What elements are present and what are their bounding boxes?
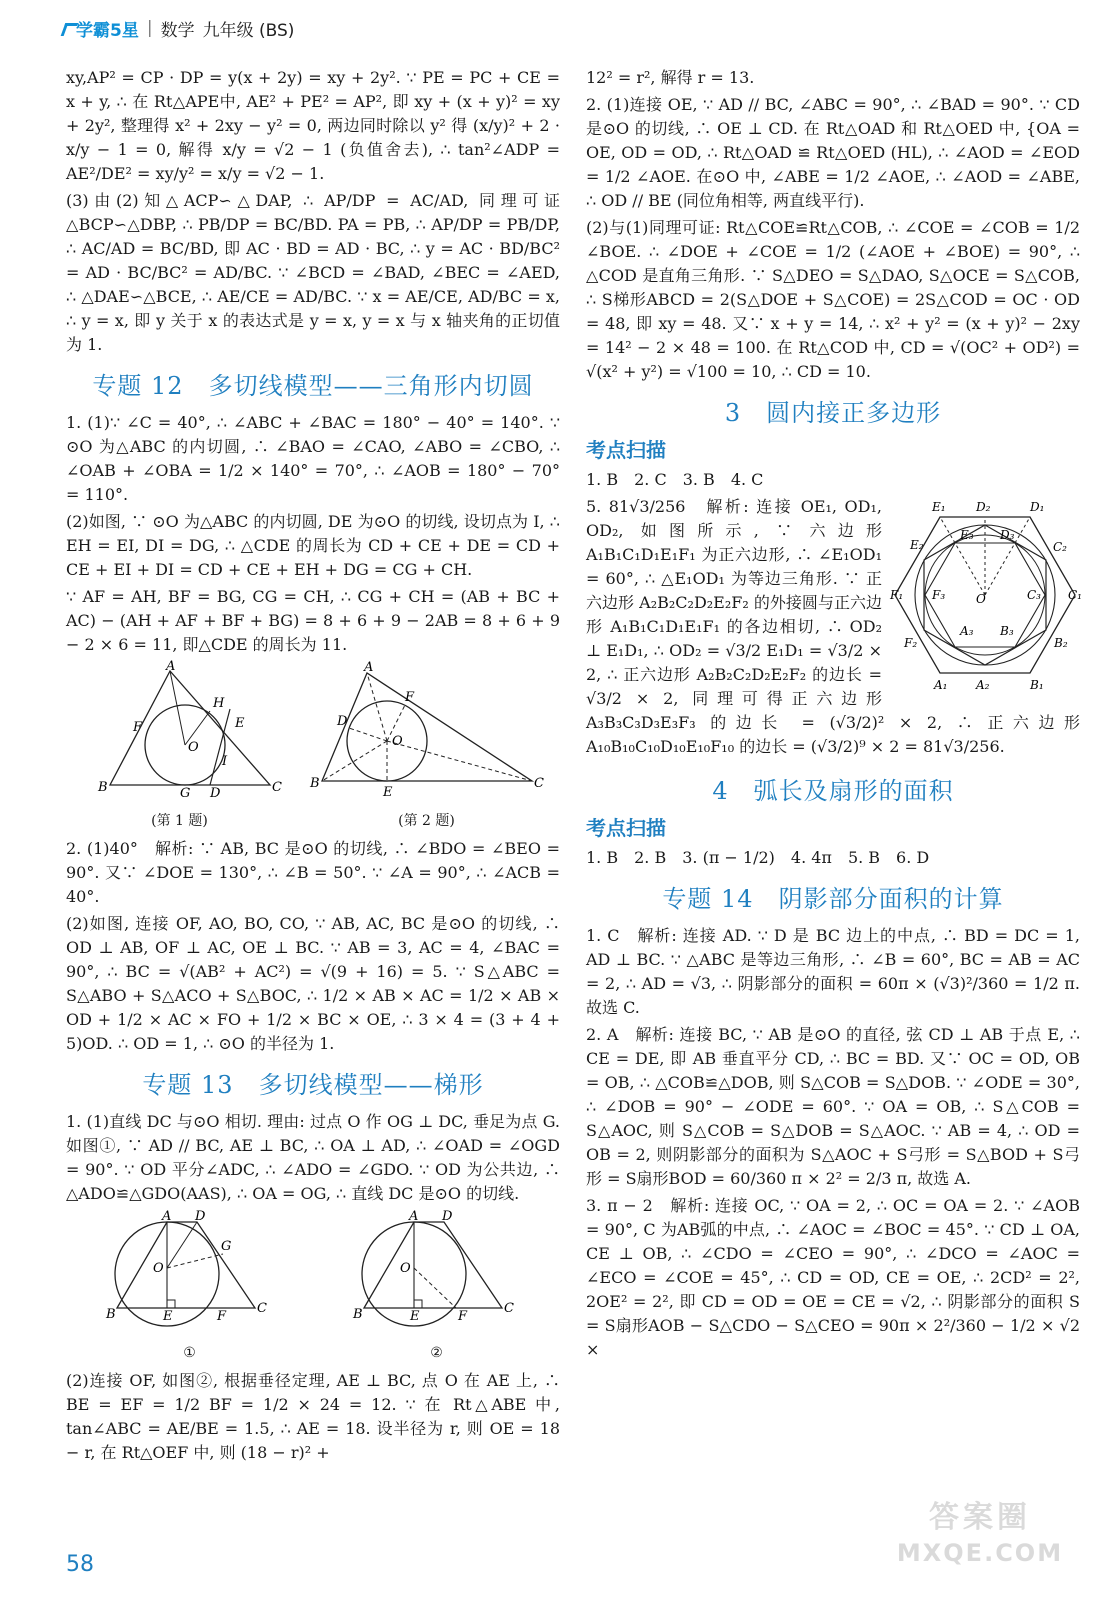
left-intro-paragraph: xy,AP² = CP · DP = y(x + 2y) = xy + 2y². ∵ PE = PC + CE = x + y, ∴ 在 Rt△APE中, AE² + PE² = AP², 即 xy + (x + y)² = xy + 2y², 整理得 x² + 2xy − y² = 0, 两边同时除以 y² 得 (x/y)² + 2 · x/y − 1 = 0, 解得 x/y = √2 − 1 (负值舍去), ∴ tan²∠ADP = AE²/DE² = xy/y² = x/y = √2 − 1. (66, 68, 560, 183)
right-intro-paragraph: 2. (1)连接 OE, ∵ AD // BC, ∠ABC = 90°, ∴ ∠BAD = 90°. ∵ CD 是⊙O 的切线, ∴ OE ⊥ CD. 在 Rt△OAD 和 Rt△OED 中, {OA = OE, OD = OD, ∴ Rt△OAD ≌ Rt△OED (HL), ∴ ∠AOD = ∠EOD = 1/2 ∠AOE. 在⊙O 中, ∠ABE = 1/2 ∠AOE, ∴ ∠AOD = ∠ABE, ∴ OD // BE (同位角相等, 两直线平行). (586, 95, 1080, 210)
topic13-title: 专题 13 多切线模型——梯形 (142, 1071, 484, 1099)
svg-text:D: D (209, 786, 220, 801)
svg-text:O: O (976, 592, 986, 606)
svg-text:B: B (97, 780, 108, 795)
svg-text:B₂: B₂ (1054, 636, 1068, 650)
svg-text:E₁: E₁ (932, 500, 946, 514)
header-separator: | (146, 18, 153, 38)
page-header (62, 10, 1072, 46)
topic14-paragraph: 3. π − 2 解析: 连接 OC, ∵ OA = 2, ∴ OC = OA = 2. ∵ ∠AOB = 90°, C 为AB弧的中点, ∴ ∠AOC = ∠BOC = 45°. ∵ CD ⊥ OA, CE ⊥ OB, ∴ ∠CDO = ∠CEO = 90°, ∴ ∠DCO = ∠AOC = ∠ECO = ∠COE = 45°, ∴ CD = OD, CE = OE, ∴ 2CD² = 2², 2OE² = 2², 即 CD = OD = OE = CE = √2, ∴ 阴影部分的面积 S = S扇形AOB − S△CDO − S△CEO = 90π × 2²/360 − 1/2 × √2 × (586, 1196, 1080, 1359)
sec3-q5: 5. 81√3/256 解析: 连接 OE₁, OD₁, OD₂, 如图所示, ∵ 六边形 A₁B₁C₁D₁E₁F₁ 为正六边形, ∴ ∠E₁OD₁ = 60°, ∴ △E₁OD₁ 为等边三角形. ∵ 正六边形 A₂B₂C₂D₂E₂F₂ 的外接圆与正六边形 A₁B₁C₁D₁E₁F₁ 的各边相切, ∴ OD₂ ⊥ E₁D₁, ∴ OD₂ = √3/2 E₁D₁ = √3/2 × 2, ∴ 正六边形 A₂B₂C₂D₂E₂F₂ 的边长 = √3/2 × 2, 同理可得正六边形 A₃B₃C₃D₃E₃F₃ 的边长 = (√3/2)² × 2, ∴ 正六边形 A₁₀B₁₀C₁₀D₁₀E₁₀F₁₀ 的边长 = (√3/2)⁹ × 2 = 81√3/256. (586, 497, 1080, 756)
sec3-answers: 1. B 2. C 3. B 4. C (586, 470, 764, 489)
svg-text:G: G (179, 786, 190, 801)
svg-text:F: F (457, 1309, 467, 1324)
watermark (880, 1498, 1080, 1578)
svg-text:E: E (409, 1309, 419, 1324)
topic13-paragraph: (2)连接 OF, 如图②, 根据垂径定理, AE ⊥ BC, 点 O 在 AE 上, ∴ BE = EF = 1/2 BF = 1/2 × 24 = 12. ∵ 在 Rt△ABE 中, tan∠ABC = AE/BE = 1.5, ∴ AE = 18. 设半径为 r, 则 OE = 18 − r, 在 Rt△OEF 中, 则 (18 − r)² + (66, 1371, 560, 1462)
svg-text:A: A (161, 1209, 171, 1224)
brand-logo (62, 16, 139, 41)
sec4-title: 4 弧长及扇形的面积 (712, 777, 954, 805)
topic12-figure-1 (80, 659, 282, 833)
svg-text:F: F (132, 720, 142, 735)
topic13-figure-1 (105, 1209, 275, 1365)
topic12-paragraph: ∵ AF = AH, BF = BG, CG = CH, ∴ CG + CH = (AB + BC + AC) − (AH + AF + BF + BG) = 8 + 6 + 9 − 2AB = 8 + 6 + 9 − 2 × 6 = 11, 即△CDE 的周长为 11. (66, 587, 560, 654)
topic13-figures (66, 1209, 560, 1365)
topic12-title: 专题 12 多切线模型——三角形内切圆 (92, 372, 534, 400)
svg-text:C: C (256, 1301, 267, 1316)
svg-text:D: D (336, 714, 347, 729)
svg-text:C: C (503, 1301, 514, 1316)
watermark-title: 答案圈 (929, 1500, 1031, 1535)
svg-text:O: O (399, 1261, 411, 1276)
svg-text:A: A (408, 1209, 418, 1224)
topic14-title: 专题 14 阴影部分面积的计算 (662, 885, 1004, 913)
svg-text:A₃: A₃ (960, 624, 974, 638)
topic12-figures (66, 659, 560, 833)
nested-hexagons-diagram (890, 495, 1080, 695)
topic13-paragraph: 1. (1)直线 DC 与⊙O 相切. 理由: 过点 O 作 OG ⊥ DC, 垂足为点 G. 如图①, ∵ AD // BC, AE ⊥ BC, ∴ OA ⊥ AD, ∴ ∠OAD = ∠OGD = 90°. ∵ OD 平分∠ADC, ∴ ∠ADO = ∠GDO. ∵ OD 为公共边, ∴ △ADO≌△GDO(AAS), ∴ OA = OG, ∴ 直线 DC 是⊙O 的切线. (66, 1112, 560, 1203)
topic12-figure-2-caption: (第 2 题) (398, 813, 455, 829)
svg-text:O: O (391, 734, 403, 749)
brand-icon (62, 21, 74, 35)
svg-text:D₃: D₃ (1000, 528, 1015, 542)
svg-text:A: A (363, 660, 373, 675)
trapezoid-circle-diagram-1 (105, 1209, 275, 1330)
svg-text:F: F (216, 1309, 226, 1324)
svg-text:C: C (271, 780, 282, 795)
topic14-paragraph: 1. C 解析: 连接 AD. ∵ D 是 BC 边上的中点, ∴ BD = DC = 1, AD ⊥ BC. ∵ △ABC 是等边三角形, ∴ ∠B = 60°, BC = AB = AC = 2, ∴ AD = √3, ∴ 阴影部分的面积 = 60π × (√3)²/360 = 1/2 π. 故选 C. (586, 926, 1080, 1017)
svg-text:C₃: C₃ (1027, 588, 1041, 602)
svg-text:F₂: F₂ (904, 636, 918, 650)
topic13-figure-1-caption: ① (183, 1345, 196, 1361)
right-intro-paragraph: 12² = r², 解得 r = 13. (586, 68, 755, 87)
svg-text:O: O (187, 740, 199, 755)
svg-text:D: D (194, 1209, 205, 1224)
svg-text:A: A (165, 659, 175, 674)
hexagon-figure (890, 495, 1080, 695)
svg-text:F₁: F₁ (890, 588, 904, 602)
sec3-scan-label: 考点扫描 (586, 438, 666, 462)
svg-text:E: E (382, 785, 392, 800)
svg-text:G: G (220, 1239, 231, 1254)
left-intro-paragraph: (3)由(2)知△ACP∽△DAP, ∴ AP/DP = AC/AD, 同理可证△BCP∽△DBP, ∴ PB/DP = BC/BD. PA = PB, ∴ AP/DP = PB/DP, ∴ AC/AD = BC/BD, 即 AC · BD = AD · BC, ∴ y = AC · BD/BC² = AD · BC/BC² = AD/BC. ∵ ∠BCD = ∠BAD, ∠BEC = ∠AED, ∴ △DAE∽△BCE, ∴ AE/CE = AD/BC. ∵ x = AE/CE, AD/BC = x, ∴ y = x, 即 y 关于 x 的表达式是 y = x, y = x 与 x 轴夹角的正切值为 1. (66, 191, 560, 354)
sec4-scan-label: 考点扫描 (586, 816, 666, 840)
svg-text:B: B (352, 1307, 363, 1322)
svg-text:B: B (105, 1307, 116, 1322)
svg-text:B₁: B₁ (1030, 678, 1044, 692)
incircle-triangle-diagram-1 (80, 659, 282, 801)
topic12-figure-2 (307, 660, 547, 833)
svg-text:D₂: D₂ (976, 500, 991, 514)
svg-text:A₁: A₁ (934, 678, 948, 692)
svg-text:E: E (234, 716, 244, 731)
sec4-answers: 1. B 2. B 3. (π − 1/2) 4. 4π 5. B 6. D (586, 848, 930, 867)
svg-text:F: F (404, 690, 414, 705)
svg-text:C: C (533, 776, 544, 791)
watermark-url: MXQE.COM (896, 1539, 1064, 1567)
svg-text:I: I (221, 754, 227, 769)
svg-text:D₁: D₁ (1030, 500, 1045, 514)
page-number: 58 (66, 1552, 94, 1577)
svg-text:C₁: C₁ (1068, 588, 1082, 602)
header-subject: 数学 (160, 20, 195, 41)
topic13-figure-2 (352, 1209, 522, 1365)
trapezoid-circle-diagram-2 (352, 1209, 522, 1330)
svg-text:E: E (162, 1309, 172, 1324)
topic14-paragraph: 2. A 解析: 连接 BC, ∵ AB 是⊙O 的直径, 弦 CD ⊥ AB 于点 E, ∴ CE = DE, 即 AB 垂直平分 CD, ∴ BC = BD. 又∵ OC = OD, OB = OB, ∴ △COB≌△DOB, 则 S△COB = S△DOB. ∵ ∠ODE = 30°, ∴ ∠DOB = 90° − ∠ODE = 60°. ∵ OA = OB, ∴ S△COB = S△AOC, 则 S△COB = S△DOB = S△AOC. ∵ AB = 4, ∴ OD = OB = 2, 则阴影部分的面积为 S△AOC + S弓形 = S△BOD + S弓形 = S扇形BOD = 60/360 π × 2² = 2/3 π, 故选 A. (586, 1025, 1080, 1188)
topic12-paragraph: 1. (1)∵ ∠C = 40°, ∴ ∠ABC + ∠BAC = 180° − 40° = 140°. ∵ ⊙O 为△ABC 的内切圆, ∴ ∠BAO = ∠CAO, ∠ABO = ∠CBO, ∴ ∠OAB + ∠OBA = 1/2 × 140° = 70°, ∴ ∠AOB = 180° − 70° = 110°. (66, 413, 560, 504)
topic12-paragraph: (2)如图, ∵ ⊙O 为△ABC 的内切圆, DE 为⊙O 的切线, 设切点为 I, ∴ EH = EI, DI = DG, ∴ △CDE 的周长为 CD + CE + DE = CD + CE + EI + DI = CD + CE + EH + DG = CG + CH. (66, 512, 560, 579)
svg-text:E₃: E₃ (960, 528, 974, 542)
svg-text:B₃: B₃ (1000, 624, 1014, 638)
left-column (66, 66, 560, 1468)
svg-text:B: B (309, 776, 320, 791)
incircle-triangle-diagram-2 (307, 660, 547, 800)
svg-text:H: H (212, 696, 224, 711)
svg-text:A₂: A₂ (976, 678, 990, 692)
right-intro-paragraph: (2)与(1)同理可证: Rt△COE≌Rt△COB, ∴ ∠COE = ∠COB = 1/2 ∠BOE. ∴ ∠DOE + ∠COE = 1/2 (∠AOE + ∠BOE) = 90°, ∴ △COD 是直角三角形. ∵ S△DEO = S△DAO, S△OCE = S△COB, ∴ S梯形ABCD = 2(S△DOE + S△COE) = 2S△COD = OC · OD = 48, 即 xy = 48. 又∵ x + y = 14, ∴ x² + y² = (x + y)² − 2xy = 14² − 2 × 48 = 100. 在 Rt△COD 中, CD = √(OC² + OD²) = √(x² + y²) = √100 = 10, ∴ CD = 10. (586, 218, 1080, 381)
svg-text:F₃: F₃ (932, 588, 946, 602)
topic12-paragraph: (2)如图, 连接 OF, AO, BO, CO, ∵ AB, AC, BC 是⊙O 的切线, ∴ OD ⊥ AB, OF ⊥ AC, OE ⊥ BC. ∵ AB = 3, AC = 4, ∠BAC = 90°, ∴ BC = √(AB² + AC²) = √(9 + 16) = 5. ∵ S△ABC = S△ABO + S△ACO + S△BOC, ∴ 1/2 × AB × AC = 1/2 × AB × OD + 1/2 × AC × FO + 1/2 × BC × OE, ∴ 3 × 4 = (3 + 4 + 5)OD. ∴ OD = 1, ∴ ⊙O 的半径为 1. (66, 914, 560, 1053)
topic12-paragraph: 2. (1)40° 解析: ∵ AB, BC 是⊙O 的切线, ∴ ∠BDO = ∠BEO = 90°. 又∵ ∠DOE = 130°, ∴ ∠B = 50°. ∵ ∠A = 90°, ∴ ∠ACB = 40°. (66, 839, 560, 906)
svg-text:C₂: C₂ (1053, 540, 1067, 554)
header-grade: 九年级 (BS) (202, 20, 295, 41)
topic12-figure-1-caption: (第 1 题) (151, 813, 208, 829)
brand-name: 学霸5星 (76, 20, 139, 41)
topic13-figure-2-caption: ② (430, 1345, 443, 1361)
svg-text:D: D (441, 1209, 452, 1224)
svg-text:E₂: E₂ (910, 538, 924, 552)
sec3-title: 3 圆内接正多边形 (724, 399, 942, 427)
svg-text:O: O (152, 1261, 164, 1276)
right-column (586, 66, 1080, 1365)
